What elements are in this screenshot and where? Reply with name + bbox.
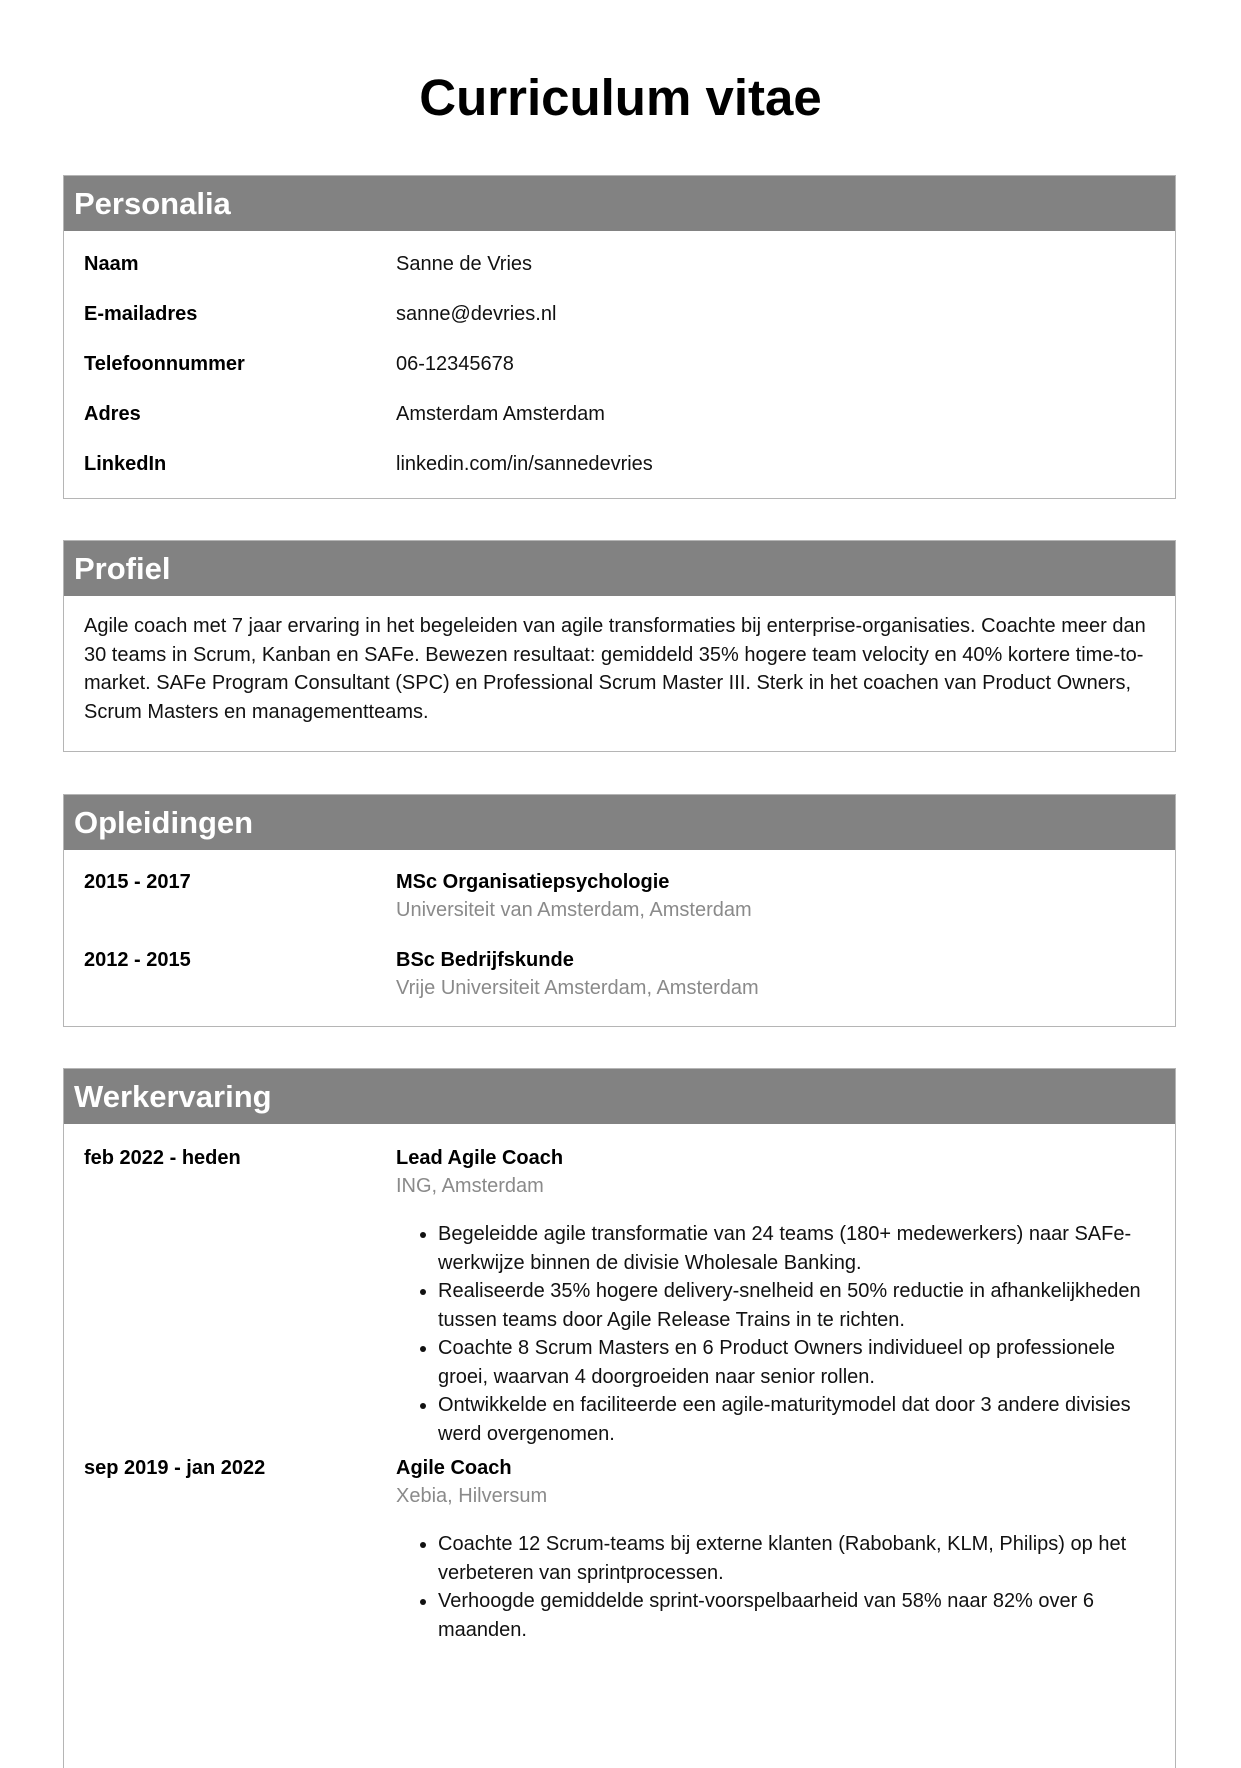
work-title: Lead Agile Coach [396,1147,564,1169]
education-period: 2012 - 2015 [84,949,191,971]
section-personalia [63,175,1176,499]
work-bullets [396,1530,1155,1644]
work-details [396,1144,1155,1448]
list-item: • Coachte 12 Scrum-teams bij externe klanten (Rabobank, KLM, Philips) op het verbeteren van sprintprocessen. [438,1530,1155,1587]
list-item: • Verhoogde gemiddelde sprint-voorspelbaarheid van 58% naar 82% over 6 maanden. [438,1587,1155,1644]
list-item: • Begeleidde agile transformatie van 24 teams (180+ medewerkers) naar SAFe-werkwijze binnen de divisie Wholesale Banking. [438,1220,1155,1277]
education-title: MSc Organisatiepsychologie [396,871,670,893]
work-entry [84,1144,1155,1448]
field-value: Sanne de Vries [396,253,533,275]
field-value: sanne@devries.nl [396,303,557,325]
personalia-row-linkedin [84,452,1155,502]
field-label: Telefoonnummer [84,353,245,375]
field-label: E-mailadres [84,303,198,325]
list-item: • Coachte 8 Scrum Masters en 6 Product Owners individueel op professionele groei, waarvan 4 doorgroeiden naar senior rollen. [438,1334,1155,1391]
education-details [396,868,1155,924]
work-entry [84,1454,1155,1644]
profiel-body [64,596,1175,744]
education-institution: Vrije Universiteit Amsterdam, Amsterdam [396,977,759,999]
section-werkervaring [63,1068,1176,1768]
personalia-row-email [84,302,1155,352]
field-label: LinkedIn [84,453,167,475]
section-heading-werkervaring: Werkervaring [64,1069,1175,1124]
list-item: • Ontwikkelde en faciliteerde een agile-maturitymodel dat door 3 andere divisies werd overgenomen. [438,1391,1155,1448]
section-heading-profiel: Profiel [64,541,1175,596]
profile-text: Agile coach met 7 jaar ervaring in het begeleiden van agile transformaties bij enterprise-organisaties. Coachte meer dan 30 teams in Scrum, Kanban en SAFe. Bewezen resultaat: gemiddeld 35% hogere team velocity en 40% kortere time-to-market. SAFe Program Consultant (SPC) en Professional Scrum Master III. Sterk in het coachen van Product Owners, Scrum Masters en managementteams. [84,615,1146,723]
work-period: feb 2022 - heden [84,1147,241,1169]
education-title: BSc Bedrijfskunde [396,949,574,971]
education-entry [84,868,1155,924]
section-heading-opleidingen: Opleidingen [64,795,1175,850]
work-details [396,1454,1155,1644]
education-institution: Universiteit van Amsterdam, Amsterdam [396,899,752,921]
personalia-row-adres [84,402,1155,452]
werkervaring-body [64,1124,1175,1662]
personalia-body [64,231,1175,520]
work-company: Xebia, Hilversum [396,1485,548,1507]
work-period: sep 2019 - jan 2022 [84,1457,266,1479]
field-value: 06-12345678 [396,353,514,375]
education-entry [84,946,1155,1002]
opleidingen-body [64,850,1175,1020]
field-label: Naam [84,253,139,275]
work-bullets [396,1220,1155,1448]
field-value: Amsterdam Amsterdam [396,403,605,425]
field-label: Adres [84,403,141,425]
section-opleidingen [63,794,1176,1027]
section-profiel [63,540,1176,752]
personalia-row-telefoon [84,352,1155,402]
list-item: • Realiseerde 35% hogere delivery-snelheid en 50% reductie in afhankelijkheden tussen teams door Agile Release Trains in te richten. [438,1277,1155,1334]
education-period: 2015 - 2017 [84,871,191,893]
field-value: linkedin.com/in/sannedevries [396,453,653,475]
page-title: Curriculum vitae [419,69,822,126]
work-title: Agile Coach [396,1457,512,1479]
education-details [396,946,1155,1002]
personalia-row-naam [84,252,1155,302]
work-company: ING, Amsterdam [396,1175,544,1197]
section-heading-personalia: Personalia [64,176,1175,231]
